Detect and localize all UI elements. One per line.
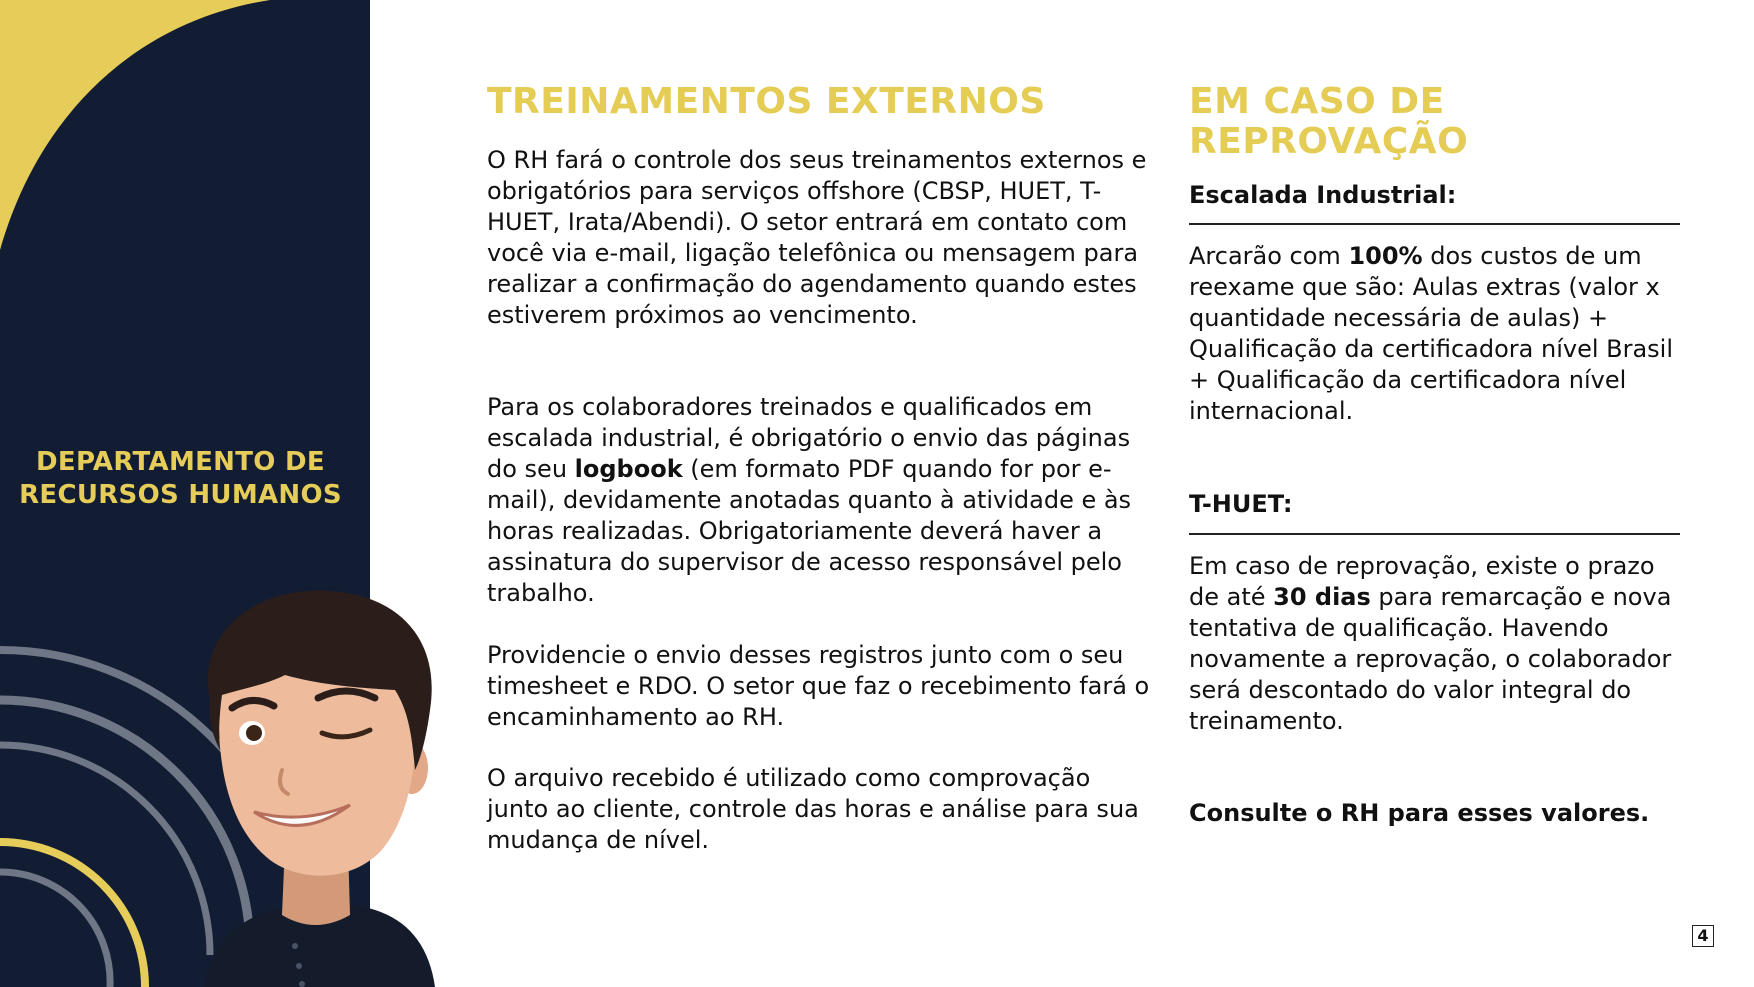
subheading-thuet: T-HUET: — [1189, 490, 1293, 518]
section-heading-external-training: TREINAMENTOS EXTERNOS — [487, 81, 1046, 122]
deadline-text-end: para remarcação e nova tentativa de qualificação. Havendo novamente a reprovação, o colaborador será descontado do valor integral do treinamento. — [1189, 583, 1672, 735]
gold-arc — [0, 842, 145, 987]
avatar-left-iris — [246, 725, 262, 741]
costs-text-start: Arcarão com — [1189, 242, 1349, 270]
avatar-illustration — [190, 590, 450, 987]
paragraph-logbook-text-start: Para os colaboradores treinados e qualificados em escalada industrial, é obrigatório o envio das páginas do seu — [487, 393, 1131, 483]
page-number: 4 — [1692, 925, 1714, 947]
consult-hr-note: Consulte o RH para esses valores. — [1189, 799, 1650, 827]
costs-percent-emphasis: 100% — [1348, 242, 1423, 270]
paragraph-thuet-deadline — [1189, 551, 1689, 737]
paragraph-industrial-climbing-costs — [1189, 241, 1689, 427]
paragraph-file-usage: O arquivo recebido é utilizado como comprovação junto ao cliente, controle das horas e análise para sua mudança de nível. — [487, 764, 1139, 854]
section-heading-failure-case: EM CASO DE REPROVAÇÃO — [1189, 81, 1469, 162]
paragraph-training-control: O RH fará o controle dos seus treinamentos externos e obrigatórios para serviços offshore (CBSP, HUET, T-HUET, Irata/Abendi). O setor entrará em contato com você via e-mail, ligação telefônica ou mensagem para realizar a confirmação do agendamento quando estes estiverem próximos ao vencimento. — [487, 146, 1147, 329]
subheading-industrial-climbing: Escalada Industrial: — [1189, 181, 1457, 209]
logbook-emphasis: logbook — [574, 455, 683, 483]
paragraph-logbook-text-end: (em formato PDF quando for por e-mail), devidamente anotadas quanto à atividade e às horas realizadas. Obrigatoriamente deverá haver a assinatura do supervisor de acesso responsável pelo trabalho. — [487, 455, 1132, 607]
divider-line — [1189, 533, 1680, 535]
divider-line — [1189, 223, 1680, 225]
deadline-text-start: Em caso de reprovação, existe o prazo de até — [1189, 552, 1655, 611]
deadline-days-emphasis: 30 dias — [1273, 583, 1371, 611]
paragraph-logbook — [487, 392, 1159, 609]
gray-arc-small — [0, 872, 110, 987]
costs-text-end: dos custos de um reexame que são: Aulas extras (valor x quantidade necessária de aulas) + Qualificação da certificadora nível Brasil + Qualificação da certificadora nível internacional. — [1189, 242, 1674, 425]
paragraph-timesheet: Providencie o envio desses registros junto com o seu timesheet e RDO. O setor que faz o recebimento fará o encaminhamento ao RH. — [487, 641, 1150, 731]
gold-corner-shape — [0, 0, 270, 250]
department-label: DEPARTAMENTO DE RECURSOS HUMANOS — [19, 447, 342, 510]
